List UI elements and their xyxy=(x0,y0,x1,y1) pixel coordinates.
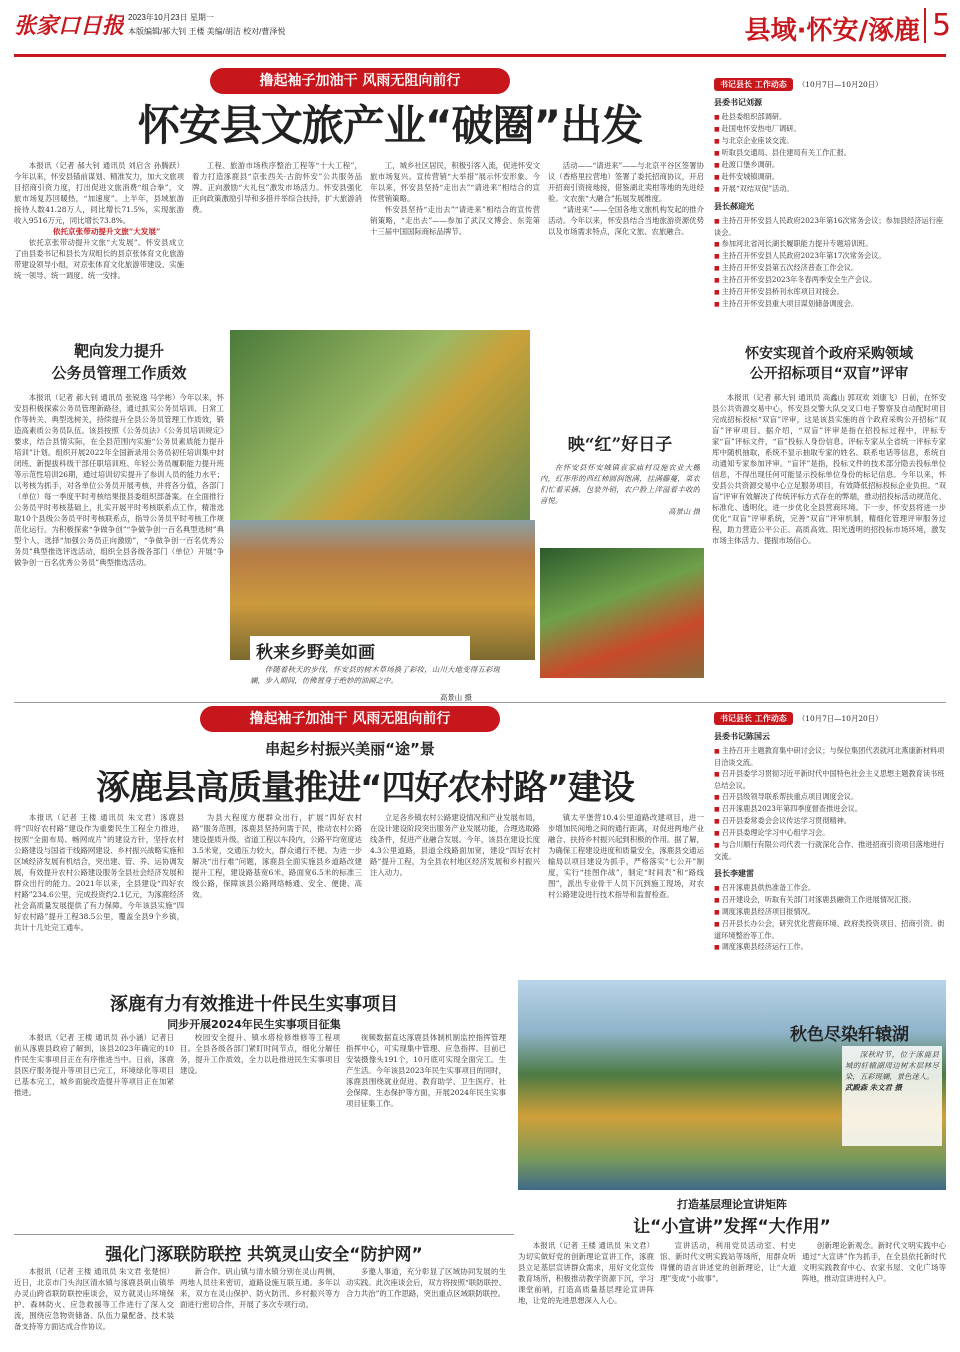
top-col-2-text: 工程、旅游市场秩序整治工程等“十大工程”，着力打造涿鹿县“京张西关·古韵怀安”公共服务品牌。正向激励“大礼包”激发市场活力。怀安县强化正向政策激励引导和多措并举综合扶持，扩大旅游消费。 xyxy=(192,161,362,214)
lower-divider xyxy=(14,1234,514,1235)
mid-col-1 xyxy=(14,812,184,982)
sidebar-2 xyxy=(714,706,946,956)
top-col-3-text: 工，城乡社区居民，积极引客入流，促进怀安文旅市场复兴。宣传营销“大举措”展示怀安形象。今年以来，怀安县坚持“走出去”“请进来”相结合的宣传营销策略。 xyxy=(370,161,540,203)
forest-col-1-text: 本报讯（记者 王楼 通讯员 朱文君 张楚恒）近日，北京市门头沟区清水镇与涿鹿县矾山镇举办灵山跨省联防联控座谈会，双方就灵山环境保护、森林防火、应急救援等工作进行了深入交流，围绕应急物资储备、队伍力量配备、技术装备支持等方面达成合作协议。 xyxy=(14,1267,174,1331)
issue-date: 2023年10月23日 星期一 xyxy=(128,13,214,22)
section-title: 县域·怀安/涿鹿 xyxy=(744,16,920,46)
sidebar-item: ■ 召开县委常委会会议传达学习贯彻精神。 xyxy=(714,815,946,827)
sidebar-item: ■ 与合川顺行有限公司代表一行就深化合作、推进招商引资项目落地进行交流。 xyxy=(714,839,946,862)
exam-title-2: 公务员管理工作质效 xyxy=(51,364,187,382)
top-col-4b: “请进来”——全国各地文旅机构发起的推介活动。今年以来，怀安县结合当地旅游资源优势以及市场需求特点，深化文旅、农旅融合。 xyxy=(548,205,704,236)
lecture-col-2 xyxy=(660,1240,796,1348)
mid-col-2-text: 为县大程度方便群众出行，扩展“四好农村路”服务范围，涿鹿县坚持问需于民，推动农村公路建设提质升级。省道工程以车段内，公路平均宽度达3.5米宽，交通压力较大，群众通行不便。为进一步解决“出行难”问题，涿鹿县全面实施县乡道路改建提升工程，建设路基宽6米、路面宽6.5米的标准三级公路，保障该县公路网络畅通、安全、便捷、高效。 xyxy=(192,813,362,899)
livelihood-subtitle: 同步开展2024年民生实事项目征集 xyxy=(167,1018,341,1031)
top-col-4 xyxy=(548,160,704,340)
mid-kicker: 串起乡村振兴美丽“途”景 xyxy=(265,740,435,758)
sidebar-item: ■ 召开涿鹿县2023年第四季度督查推进会议。 xyxy=(714,803,946,815)
mid-col-4-text: 镇太平堡营10.4公里道路改建项目，进一步增加民间地之间的通行距离，对促进两地产业融合、扶持乡村振兴起到积极的作用。据了解，为确保工程建设进度和质量安全，涿鹿县交通运输局以项目建设为抓手，严格落实“七公开”制度，实行“挂图作战”，制定“时间表”和“路线图”，派出专业骨干人员下沉到施工现场，对农村公路建设进行技术指导和监督检查。 xyxy=(548,813,704,899)
lecture-col-3 xyxy=(802,1240,946,1348)
top-col-3 xyxy=(370,160,540,340)
sidebar-item: ■ 开展“双结双促”活动。 xyxy=(714,183,946,195)
lecture-col-2-text: 宣讲活动，利用党员活动室、村史馆、新时代文明实践站等场所，用群众听得懂的语言讲述党的创新理论，让“大道理”变成“小故事”。 xyxy=(660,1241,796,1283)
live-col-1 xyxy=(14,1032,174,1232)
livelihood-title: 涿鹿有力有效推进十件民生实事项目 xyxy=(110,994,398,1015)
photo-red-headline: 映“红”好日子 xyxy=(567,435,673,455)
sidebar-item: ■ 赴渡口堡乡调研。 xyxy=(714,159,946,171)
live-col-2 xyxy=(180,1032,340,1232)
mid-col-1-text: 本报讯（记者 王楼 通讯员 朱文君）涿鹿县将“四好农村路”建设作为重要民生工程全力推进，按照“全面布局、畅网成片”的建设方针，坚持农村公路建设与国省干线路网建设、乡村振兴战略实施和区域经济发展有机结合，突出建、管、养、运协调发展，有效提升农村公路建设服务全县社会经济发展和群众出行的能力。2021年以来，全县建设“四好农村路”234.6公里，完成投资约2.1亿元，为涿鹿经济社会高质量发展提供了有力保障。今年该县实施“四好农村路”提升工程38.5公里，覆盖全县9个乡镇，共计十几处完工通车。 xyxy=(14,813,184,932)
mid-divider xyxy=(14,702,946,703)
sidebar-item: ■ 赴怀安城镇调研。 xyxy=(714,171,946,183)
top-banner: 撸起袖子加油干 风雨无阻向前行 xyxy=(210,68,510,94)
procure-text xyxy=(712,392,946,698)
live-col-1-text: 本报讯（记者 王楼 通讯员 孙小涵）记者日前从涿鹿县政府了解到，该县2023年确定的10件民生实事项目正在有序推进当中。日前，涿鹿县医疗服务提升等项目已完工，环境绿化等项目已基本完工，城乡面貌改造提升等项目正在加紧推进。 xyxy=(14,1033,174,1097)
sidebar-item: ■ 参加河北省河长湖长履职能力提升专题培训班。 xyxy=(714,238,946,250)
top-col-3b: 怀安县坚持“走出去”“请进来”相结合的宣传营销策略，“走出去”——参加了武汉文博会、东莞第十三届中国国际商标品牌节。 xyxy=(370,205,540,236)
sidebar-item: ■ 召开涿鹿县供热准备工作会。 xyxy=(714,882,946,894)
forest-title: 强化门涿联防联控 共筑灵山安全“防护网” xyxy=(105,1245,423,1265)
photo-autumn-credit: 高景山 摄 xyxy=(440,693,472,702)
sidebar-item: ■ 召开县长办公会，研究优化营商环境、政府类投资项目、招商引资、街道环境整治等工作。 xyxy=(714,918,946,941)
sidebar-1-list2 xyxy=(714,215,946,310)
photo-lake-credit: 武殿森 朱文君 摄 xyxy=(845,1083,902,1092)
sidebar-item: ■ 调度涿鹿县经济运行工作。 xyxy=(714,941,946,953)
forest-col-3-text: 多邀人事道，充分彰显了区域协同发展的生动实践。此次座谈会后，双方将按照“联防联控、合力共治”的工作思路，突出重点区域联防联控。 xyxy=(346,1267,506,1298)
sidebar-item: ■ 主持召开怀安县人民政府2023年第16次常务会议；参加县经济运行座谈会。 xyxy=(714,215,946,238)
sidebar-item: ■ 召开建设会，听取有关部门对涿鹿县融资工作进展情况汇报。 xyxy=(714,894,946,906)
photo-autumn-caption-text: 伴随着秋天的步伐，怀安县的树木草场换了彩妆，山川大地变得五彩斑斓，步入期间，仿佛置身于绝妙的油画之中。 xyxy=(250,665,500,685)
sidebar-1 xyxy=(714,72,946,332)
top-col-1-text: 本报讯（记者 郝大钊 通讯员 刘启含 孙腾跃）今年以来，怀安县锚前谋划、精准发力，加大文旅项目招商引资力度，打出促进文旅消费“组合拳”，文旅市场复苏回暖热，“加速度”。上半年，县域旅游接待人数41.28万人，同比增长71.5%，实现旅游收入9516万元，同比增长73.8%。 xyxy=(14,161,184,225)
page-header xyxy=(0,0,960,64)
sidebar-item: ■ 主持召开怀安县2023年冬春两季安全生产会议。 xyxy=(714,274,946,286)
sidebar-item: ■ 调度涿鹿县经济项目报情况。 xyxy=(714,906,946,918)
live-col-3 xyxy=(346,1032,506,1232)
procure-title xyxy=(712,344,946,384)
sidebar-item: ■ 主持召开怀安县第五次经济普查工作会议。 xyxy=(714,262,946,274)
procure-title-1: 怀安实现首个政府采购领域 xyxy=(745,346,913,362)
sidebar-item: ■ 主持召开怀安县桥刊水库项目对接会。 xyxy=(714,286,946,298)
sidebar-item: ■ 主持召开怀安县人民政府2023年第17次常务会议。 xyxy=(714,250,946,262)
lecture-col-1-text: 本报讯（记者 王楼 通讯员 朱文君）为切实做好党的创新理论宣讲工作，涿鹿县立足基层宣讲群众需求，用好文化宣传教育场所，积极推动教学资源下沉，学习课堂前哨，打造高质量基层理论宣讲阵地，让党的先进思想深入人心。 xyxy=(518,1241,654,1305)
photo-red-caption xyxy=(540,462,700,542)
photo-lake-caption-text: 深秋时节，位于涿鹿县城的轩辕湖周边树木层林尽染，五彩斑斓，景色迷人。 xyxy=(845,1050,939,1081)
procure-body: 本报讯（记者 郝大钊 通讯员 高鑫山 郭双欢 刘康飞）日前，在怀安县公共资源交易中心，怀安县交警大队交叉口电子警察及自动配时项目完成招标投标“双盲”评审，这是该县实施的首个政府采购公开招标“双盲”评审项目。据介绍，“双盲”评审是指在招投标过程中，评标专家“盲”评标文件，“盲”投标人身份信息。评标专家从全省统一评标专家库中随机抽取，系统不显示抽取专家的姓名、联系电话等信息，系统自动通知专家参加评审。“盲评”是指，投标文件的技术部分隐去投标单位信息，不得出现任何可能显示投标单位身份的标记信息。今年以来，怀安县公共资源交易中心立足服务项目，有效降低招标投标企业负担。“双盲”评审有效解决了传统评标方式存在的弊端，推动招投标活动规范化、标准化、透明化，进一步优化全县营商环境。下一步，怀安县将进一步优化“双盲”评审系统，完善“双盲”评审机制，精细化管理评审服务过程，助力营造公平公正、高质高效、阳光透明的招投标市场环境，激发市场主体活力、提振市场信心。 xyxy=(712,393,946,545)
exam-title-1: 靶向发力提升 xyxy=(73,342,164,360)
sidebar-item: ■ 主持召开主题教育集中研讨会议；与保位集团代表就河北燕康新材料项目洽谈交流。 xyxy=(714,745,946,768)
photo-greenhouse xyxy=(540,548,704,678)
forest-col-2-text: 新合作。矾山镇与清水镇分别在灵山两侧，两地人员往来密切，道路设施互联互通。多年以来，双方在灵山保护、防火防汛、乡村振兴等方面进行密切合作，开展了多次专项行动。 xyxy=(180,1267,340,1309)
sidebar-item: ■ 赴国电怀安热电厂调研。 xyxy=(714,123,946,135)
mid-col-2 xyxy=(192,812,362,982)
sidebar-item: ■ 召开县级领导联系帮扶重点项目调度会议。 xyxy=(714,791,946,803)
sidebar-2-list1 xyxy=(714,745,946,862)
sidebar-1-tag: 书记县长 工作动态 xyxy=(714,78,793,91)
newspaper-logo: 张家口日报 xyxy=(14,13,124,39)
photo-lake-headline: 秋色尽染轩辕湖 xyxy=(790,1025,909,1045)
sidebar-2-sec2: 县长李建雷 xyxy=(714,869,754,878)
sidebar-item: ■ 与北京企业座谈交流。 xyxy=(714,135,946,147)
photo-farmers xyxy=(230,330,530,520)
page-number: 5 xyxy=(924,8,954,43)
sidebar-2-sec1: 县委书记陈国云 xyxy=(714,732,770,741)
top-subhead-1: 依托京张带动提升文旅“大发展” xyxy=(52,227,161,236)
mid-col-3-text: 立足各乡镇农村公路建设情况和产业发展布局，在设计建设阶段突出服务产业发展功能，合理选取路线条件，促进产业融合发展。今年，该县在建设长度4.3公里道路，县道全线路面加宽，建设“四好农村路”提升工程，为全县农村地区经济发展和乡村振兴注入动力。 xyxy=(370,813,540,877)
sidebar-1-range: （10月7日—10月20日） xyxy=(797,80,883,89)
mid-col-3 xyxy=(370,812,540,982)
live-col-2-text: 校园安全提升、镇水塔检修维修等工程项目。全县各级各部门紧盯时间节点，细化分解任务，提升工作质效，全力以赴推进民生实事项目建设。 xyxy=(180,1033,340,1075)
sidebar-item: ■ 听取县交通局、县住建局有关工作汇报。 xyxy=(714,147,946,159)
sidebar-2-tag: 书记县长 工作动态 xyxy=(714,712,793,725)
top-headline: 怀安县文旅产业“破圈”出发 xyxy=(137,101,643,150)
exam-body: 本报讯（记者 郝大钊 通讯员 张锐逸 马学彬）今年以来，怀安县积极探索公务员管理新路径，通过抓实公务员培训、日常工作等转关、典型选树关，持续提升全县公务员管理工作质效，锻造高素质公务员队伍。该县按照《公务员法》《公务员培训规定》要求，结合县情实际，在全县范围内实施“公务员素质能力提升培训”计划。组织开展2022年全国新录用公务员初任培训集中封闭班、新提拔科级干部任职培训班、年轻公务员履职能力提升班等示范性培训26期，通过培训切实提升了参训人员的能力水平；以考核为抓手，对各单位公务员开展考核，并将各分值，各部门（单位）每一季度平时考核结果报县委组织部备案。在全面推行公务员平时考核基础上，扎实开展平时考核联系点工作，精准选取10个县级公务员平时考核联系点，指导公务员平时考核工作规范化运行。为积极探索“争做争创”“争做争创一百名典型选树”典型个人，选择“加强公务员正向激励”，“争做争创一百名优秀公务员”典型推选评选活动，组织全县各级各部门（单位）开展“争做争创一百名优秀公务员”典型推选活动。 xyxy=(14,393,224,567)
live-col-3-text: 视频数据直达涿鹿县体制机制监控指挥管理指挥中心，可实现集中管理、应急指挥。目前已安装摄像头191个，10月底可实现全面完工。生产生活。今年该县2023年民生实事项目的同时，涿鹿县围绕就业促进、教育助学、卫生医疗、社会保障、生态保护等方面，开展2024年民生实事项目征集工作。 xyxy=(346,1033,506,1108)
photo-autumn-headline: 秋来乡野美如画 xyxy=(250,636,470,665)
sidebar-item: ■ 召开县委理论学习中心组学习会。 xyxy=(714,827,946,839)
sidebar-2-list2 xyxy=(714,882,946,953)
top-col-1 xyxy=(14,160,184,320)
mid-col-4 xyxy=(548,812,704,982)
sidebar-item: ■ 召开县委学习贯彻习近平新时代中国特色社会主义思想主题教育读书班总结会议。 xyxy=(714,768,946,791)
photo-red-caption-text: 在怀安县怀安城镇袁家庙村设施农业大棚内，红彤彤的西红柿圆润饱满，挂满藤蔓，菜农们忙着采摘、包装外销，农户脸上洋溢着丰收的喜悦。 xyxy=(540,463,700,505)
lecture-col-1 xyxy=(518,1240,654,1348)
sidebar-1-list1 xyxy=(714,111,946,195)
editors-line: 本版编辑/郝大钊 王楼 美编/胡洁 校对/曹泽悦 xyxy=(128,27,286,36)
sidebar-2-range: （10月7日—10月20日） xyxy=(797,714,883,723)
photo-red-credit: 高景山 摄 xyxy=(668,507,700,516)
lecture-kicker: 打造基层理论宣讲矩阵 xyxy=(677,1198,787,1211)
sidebar-item: ■ 赴县委组织部调研。 xyxy=(714,111,946,123)
mid-headline: 涿鹿县高质量推进“四好农村路”建设 xyxy=(96,768,634,808)
exam-title xyxy=(14,340,224,384)
top-col-4-text: 活动——“请进来”——与北京平谷区签署协议（香格里拉营地）签署了委托招商协议，开启开招商引资接地接，借鉴湖北卖柑等地的先进经验。文农旅“大融合”拓展发展维度。 xyxy=(548,161,704,203)
forest-col-2 xyxy=(180,1266,340,1348)
top-col-1b: 依托京张带动提升文旅“大发展”。怀安县成立了由县委书记和县长为双组长的县京张体育文化旅游带建设领导小组，对京张体育文化旅游带建设、实施统一领导、统一调度、统一安排。 xyxy=(14,238,184,280)
procure-title-2: 公开招标项目“双盲”评审 xyxy=(749,366,909,382)
lecture-title: 让“小宣讲”发挥“大作用” xyxy=(633,1217,831,1237)
lecture-col-3-text: 创新理论新观念。新时代文明实践中心通过“大宣讲”作为抓手，在全县依托新时代文明实践教育中心、农家书屋、文化广场等阵地，推动宣讲进村入户。 xyxy=(802,1241,946,1283)
header-rule xyxy=(14,54,946,57)
sidebar-1-sec1: 县委书记刘源 xyxy=(714,98,762,107)
forest-col-1 xyxy=(14,1266,174,1348)
forest-col-3 xyxy=(346,1266,506,1348)
sidebar-1-sec2: 县长郝迎光 xyxy=(714,202,754,211)
photo-lake-caption xyxy=(842,1046,942,1146)
top-col-2 xyxy=(192,160,362,340)
sidebar-item: ■ 主持召开怀安县重大项目谋划储备调度会。 xyxy=(714,298,946,310)
exam-text xyxy=(14,392,224,692)
mid-banner: 撸起袖子加油干 风雨无阻向前行 xyxy=(200,706,500,732)
